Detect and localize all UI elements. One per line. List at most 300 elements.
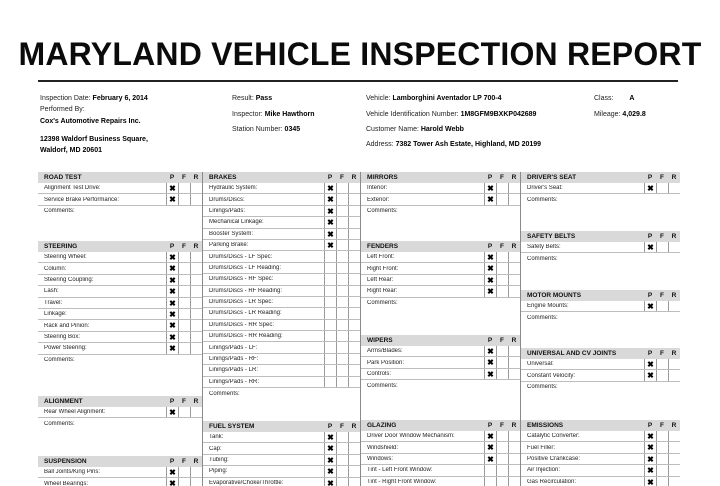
vin-value: 1M8GFM9BXKP042689 (460, 111, 537, 118)
checkbox-f[interactable] (336, 274, 348, 284)
comments-label: Comments: (44, 208, 75, 215)
checkbox-p[interactable]: ✖ (166, 467, 178, 477)
item-label: Air Injection: (527, 467, 561, 474)
checkbox-p[interactable] (324, 286, 336, 296)
checklist-row (361, 263, 520, 274)
checklist-row (38, 194, 202, 205)
pfr-column-label: F (182, 458, 186, 465)
checkbox-p[interactable] (484, 477, 496, 486)
checkbox-f[interactable] (496, 477, 508, 486)
checkbox-r[interactable] (348, 286, 360, 296)
checkbox-r[interactable] (348, 297, 360, 307)
checkbox-f[interactable] (178, 467, 190, 477)
checkbox-p[interactable]: ✖ (166, 252, 178, 262)
checklist-section (521, 231, 680, 265)
item-label: Power Steering: (44, 345, 87, 352)
checkbox-f[interactable] (496, 194, 508, 204)
checkbox-r[interactable] (190, 252, 202, 262)
checklist-row (203, 331, 360, 342)
checkbox-f[interactable] (336, 320, 348, 330)
checkbox-f[interactable] (178, 407, 190, 417)
section-title: SAFETY BELTS (527, 233, 576, 240)
item-label: Booster System: (209, 230, 254, 237)
pfr-column-label: R (193, 243, 199, 250)
checkbox-f[interactable] (178, 263, 190, 273)
checkbox-p[interactable]: ✖ (484, 194, 496, 204)
checkbox-f[interactable] (336, 251, 348, 261)
checkbox-p[interactable]: ✖ (324, 478, 336, 486)
pfr-column-label: P (647, 292, 653, 299)
checkbox-p[interactable]: ✖ (166, 286, 178, 296)
checklist-row (38, 286, 202, 297)
checkbox-p[interactable]: ✖ (484, 275, 496, 285)
checkbox-p[interactable]: ✖ (644, 359, 656, 369)
checkbox-f[interactable] (496, 183, 508, 193)
checkbox-r[interactable] (348, 354, 360, 364)
pfr-column-label: F (660, 350, 664, 357)
checkbox-f[interactable] (336, 206, 348, 216)
checkbox-p[interactable]: ✖ (166, 332, 178, 342)
section-title: SUSPENSION (44, 458, 87, 465)
checkbox-r[interactable] (348, 183, 360, 193)
checkbox-r[interactable] (348, 331, 360, 341)
checklist-row (203, 286, 360, 297)
checkbox-r[interactable] (190, 320, 202, 330)
checkbox-r[interactable] (348, 320, 360, 330)
checkbox-p[interactable]: ✖ (644, 454, 656, 464)
checkbox-p[interactable]: ✖ (166, 309, 178, 319)
checklist-row (38, 478, 202, 486)
item-label: Linings/Pads: (209, 207, 246, 214)
checkbox-r[interactable] (348, 342, 360, 352)
checkbox-p[interactable]: ✖ (644, 370, 656, 380)
checklist-row (203, 377, 360, 388)
checkbox-f[interactable] (496, 369, 508, 379)
vin-field (366, 109, 536, 120)
checkbox-f[interactable] (336, 297, 348, 307)
checkbox-p[interactable]: ✖ (324, 194, 336, 204)
pfr-column-label: F (660, 292, 664, 299)
checkbox-f[interactable] (496, 286, 508, 296)
comments-row (38, 206, 202, 217)
checkbox-r[interactable] (508, 346, 520, 356)
checkbox-f[interactable] (178, 275, 190, 285)
checkbox-f[interactable] (336, 443, 348, 453)
checkbox-r[interactable] (508, 183, 520, 193)
checkbox-r[interactable] (508, 465, 520, 475)
checklist-row (203, 297, 360, 308)
shop-address-line-1: 12398 Waldorf Business Square, (40, 136, 148, 143)
checkbox-p[interactable]: ✖ (644, 431, 656, 441)
checkbox-p[interactable]: ✖ (324, 217, 336, 227)
checkbox-r[interactable] (190, 286, 202, 296)
pfr-column-label: R (511, 174, 517, 181)
checkbox-f[interactable] (496, 346, 508, 356)
item-label: Drums/Discs - RF Reading: (209, 287, 283, 294)
checkbox-f[interactable] (178, 194, 190, 204)
section-header (521, 348, 680, 359)
checkbox-p[interactable] (324, 320, 336, 330)
checkbox-r[interactable] (348, 263, 360, 273)
checklist-row (203, 443, 360, 454)
checkbox-p[interactable]: ✖ (166, 298, 178, 308)
checkbox-f[interactable] (656, 442, 668, 452)
item-label: Piping: (209, 468, 228, 475)
checkbox-p[interactable] (324, 263, 336, 273)
section-header (521, 172, 680, 183)
pfr-column-label: P (169, 398, 175, 405)
checkbox-f[interactable] (656, 465, 668, 475)
checkbox-r[interactable] (348, 251, 360, 261)
checkbox-r[interactable] (348, 466, 360, 476)
checkbox-r[interactable] (190, 309, 202, 319)
comments-label: Comments: (367, 208, 398, 215)
comments-row (361, 298, 520, 309)
checklist-section (521, 290, 680, 324)
checklist-row (203, 354, 360, 365)
item-label: Tank: (209, 434, 224, 441)
checkbox-r[interactable] (668, 183, 680, 193)
checkbox-f[interactable] (178, 309, 190, 319)
checkbox-r[interactable] (190, 332, 202, 342)
section-header (361, 335, 520, 346)
checkbox-f[interactable] (336, 217, 348, 227)
checklist-column (520, 172, 680, 486)
checkbox-f[interactable] (336, 342, 348, 352)
checkbox-p[interactable]: ✖ (484, 286, 496, 296)
shop-address-line-2: Waldorf, MD 20601 (40, 147, 102, 154)
address-value: 7382 Tower Ash Estate, Highland, MD 20199 (395, 141, 542, 148)
checkbox-r[interactable] (348, 194, 360, 204)
checkbox-r[interactable] (348, 365, 360, 375)
checkbox-p[interactable]: ✖ (324, 443, 336, 453)
checkbox-p[interactable]: ✖ (166, 263, 178, 273)
checkbox-f[interactable] (656, 183, 668, 193)
checklist-section (203, 172, 360, 399)
item-label: Positive Crankcase: (527, 455, 581, 462)
customer-value: Harold Webb (420, 126, 464, 133)
section-title: BRAKES (209, 174, 237, 181)
checkbox-r[interactable] (190, 263, 202, 273)
station-value: 0345 (284, 126, 301, 133)
checkbox-f[interactable] (336, 455, 348, 465)
checklist-section (521, 420, 680, 486)
checkbox-p[interactable] (484, 465, 496, 475)
checkbox-p[interactable] (324, 251, 336, 261)
comments-label: Comments: (44, 357, 75, 364)
checkbox-p[interactable] (324, 308, 336, 318)
item-label: Evaporative/Choke/Throttle: (209, 479, 284, 486)
item-label: Drums/Discs - RF Spec: (209, 276, 274, 283)
checkbox-f[interactable] (178, 286, 190, 296)
checkbox-p[interactable]: ✖ (484, 431, 496, 441)
checkbox-f[interactable] (656, 301, 668, 311)
comments-row (521, 194, 680, 205)
comments-row (38, 355, 202, 366)
checkbox-r[interactable] (508, 477, 520, 486)
checkbox-f[interactable] (496, 465, 508, 475)
checklist-section (38, 396, 202, 430)
pfr-column-label: R (671, 350, 677, 357)
checkbox-f[interactable] (336, 354, 348, 364)
pfr-column-label: R (351, 423, 357, 430)
checkbox-r[interactable] (348, 240, 360, 250)
checkbox-p[interactable]: ✖ (324, 206, 336, 216)
checkbox-r[interactable] (190, 183, 202, 193)
checkbox-r[interactable] (508, 442, 520, 452)
checkbox-f[interactable] (656, 370, 668, 380)
section-header (38, 456, 202, 467)
checkbox-p[interactable]: ✖ (324, 240, 336, 250)
checklist-row (203, 229, 360, 240)
checkbox-f[interactable] (178, 183, 190, 193)
checklist-row (521, 442, 680, 453)
checklist-row (203, 432, 360, 443)
checkbox-r[interactable] (348, 274, 360, 284)
checkbox-r[interactable] (508, 431, 520, 441)
checkbox-f[interactable] (336, 308, 348, 318)
checkbox-p[interactable] (324, 342, 336, 352)
class-value: A (629, 95, 635, 102)
comments-label: Comments: (527, 197, 558, 204)
checkbox-f[interactable] (496, 431, 508, 441)
checklist-section (38, 456, 202, 486)
checklist-row (361, 252, 520, 263)
checkbox-p[interactable]: ✖ (166, 183, 178, 193)
checkbox-f[interactable] (496, 442, 508, 452)
checkbox-r[interactable] (668, 431, 680, 441)
checkbox-f[interactable] (336, 466, 348, 476)
checkbox-p[interactable]: ✖ (484, 263, 496, 273)
checkbox-r[interactable] (508, 369, 520, 379)
pfr-column-label: R (671, 174, 677, 181)
checklist-row (361, 357, 520, 368)
checkbox-r[interactable] (190, 275, 202, 285)
checkbox-f[interactable] (336, 432, 348, 442)
checklist-row (38, 275, 202, 286)
checklist-row (203, 274, 360, 285)
pfr-column-label: F (182, 398, 186, 405)
section-title: WIPERS (367, 337, 393, 344)
checkbox-f[interactable] (496, 263, 508, 273)
comments-label: Comments: (367, 382, 398, 389)
checkbox-r[interactable] (668, 359, 680, 369)
checklist-row (38, 263, 202, 274)
checkbox-r[interactable] (668, 301, 680, 311)
checklist-row (38, 309, 202, 320)
checkbox-f[interactable] (336, 331, 348, 341)
pfr-column-label: F (500, 337, 504, 344)
checkbox-r[interactable] (348, 308, 360, 318)
checkbox-f[interactable] (496, 454, 508, 464)
checkbox-r[interactable] (190, 467, 202, 477)
checkbox-f[interactable] (336, 183, 348, 193)
checkbox-p[interactable]: ✖ (644, 183, 656, 193)
checkbox-r[interactable] (668, 370, 680, 380)
checkbox-f[interactable] (178, 478, 190, 486)
checkbox-p[interactable]: ✖ (484, 252, 496, 262)
section-header (521, 231, 680, 242)
checkbox-r[interactable] (348, 377, 360, 387)
checkbox-p[interactable]: ✖ (324, 455, 336, 465)
item-label: Right Rear: (367, 288, 398, 295)
checklist-row (521, 242, 680, 253)
checkbox-r[interactable] (668, 454, 680, 464)
checkbox-f[interactable] (178, 332, 190, 342)
pfr-column-label: R (193, 398, 199, 405)
checkbox-f[interactable] (336, 478, 348, 486)
checkbox-r[interactable] (508, 263, 520, 273)
item-label: Drums/Discs - LF Spec: (209, 253, 273, 260)
checkbox-f[interactable] (656, 431, 668, 441)
checkbox-p[interactable]: ✖ (484, 357, 496, 367)
item-label: Linings/Pads - RR: (209, 378, 260, 385)
checkbox-p[interactable] (324, 354, 336, 364)
checkbox-p[interactable]: ✖ (166, 407, 178, 417)
item-label: Rack and Pinion: (44, 322, 90, 329)
checkbox-p[interactable]: ✖ (166, 320, 178, 330)
checkbox-f[interactable] (178, 320, 190, 330)
checkbox-p[interactable]: ✖ (644, 301, 656, 311)
checkbox-p[interactable]: ✖ (324, 183, 336, 193)
checklist-row (203, 478, 360, 486)
checkbox-p[interactable]: ✖ (484, 369, 496, 379)
checkbox-p[interactable]: ✖ (644, 242, 656, 252)
checkbox-r[interactable] (190, 478, 202, 486)
checkbox-r[interactable] (348, 432, 360, 442)
checklist-row (521, 370, 680, 381)
checkbox-f[interactable] (336, 377, 348, 387)
checkbox-p[interactable]: ✖ (324, 432, 336, 442)
checkbox-f[interactable] (496, 357, 508, 367)
checkbox-r[interactable] (508, 275, 520, 285)
checkbox-p[interactable] (324, 297, 336, 307)
checklist-row (203, 240, 360, 251)
checkbox-f[interactable] (178, 298, 190, 308)
checklist-row (38, 343, 202, 354)
checkbox-r[interactable] (668, 477, 680, 486)
checkbox-p[interactable]: ✖ (324, 466, 336, 476)
pfr-column-label: F (340, 423, 344, 430)
checkbox-r[interactable] (668, 242, 680, 252)
checkbox-r[interactable] (348, 217, 360, 227)
checklist-row (203, 251, 360, 262)
checkbox-p[interactable]: ✖ (484, 183, 496, 193)
station-field (232, 124, 300, 135)
checkbox-r[interactable] (190, 407, 202, 417)
checkbox-r[interactable] (190, 343, 202, 353)
checklist-section (361, 335, 520, 392)
item-label: Interior: (367, 185, 388, 192)
pfr-column-label: P (647, 174, 653, 181)
checkbox-r[interactable] (190, 194, 202, 204)
checkbox-p[interactable]: ✖ (484, 346, 496, 356)
checkbox-r[interactable] (508, 286, 520, 296)
checklist-row (361, 477, 520, 486)
checkbox-r[interactable] (348, 443, 360, 453)
checkbox-f[interactable] (496, 252, 508, 262)
item-label: Right Front: (367, 265, 399, 272)
checkbox-p[interactable]: ✖ (166, 194, 178, 204)
checkbox-r[interactable] (508, 252, 520, 262)
checkbox-r[interactable] (348, 229, 360, 239)
item-label: Park Position: (367, 359, 405, 366)
checkbox-f[interactable] (336, 240, 348, 250)
checkbox-p[interactable] (324, 331, 336, 341)
checkbox-f[interactable] (178, 343, 190, 353)
checkbox-f[interactable] (336, 229, 348, 239)
checkbox-p[interactable]: ✖ (166, 478, 178, 486)
checkbox-f[interactable] (656, 359, 668, 369)
checklist-row (361, 465, 520, 476)
checklist-section (361, 172, 520, 217)
checkbox-f[interactable] (336, 286, 348, 296)
checkbox-r[interactable] (190, 298, 202, 308)
checkbox-r[interactable] (348, 478, 360, 486)
item-label: Windshield: (367, 444, 399, 451)
pfr-column-label: P (327, 174, 333, 181)
checkbox-f[interactable] (496, 275, 508, 285)
section-title: STEERING (44, 243, 78, 250)
checklist-row (361, 286, 520, 297)
checkbox-p[interactable] (324, 365, 336, 375)
inspector-field (232, 109, 315, 120)
pfr-column-label: P (487, 174, 493, 181)
checkbox-r[interactable] (508, 454, 520, 464)
checkbox-p[interactable]: ✖ (644, 442, 656, 452)
checkbox-f[interactable] (656, 454, 668, 464)
item-label: Driver Door Window Mechanism: (367, 433, 455, 440)
checklist-row (38, 332, 202, 343)
checklist-row (521, 359, 680, 370)
checkbox-p[interactable]: ✖ (166, 275, 178, 285)
section-title: UNIVERSAL AND CV JOINTS (527, 350, 617, 357)
item-label: Tint - Left Front Window: (367, 467, 433, 474)
checkbox-r[interactable] (668, 442, 680, 452)
checkbox-f[interactable] (178, 252, 190, 262)
checkbox-r[interactable] (508, 194, 520, 204)
section-header (38, 396, 202, 407)
checkbox-p[interactable]: ✖ (324, 229, 336, 239)
checkbox-r[interactable] (348, 206, 360, 216)
pfr-column-label: P (169, 243, 175, 250)
checkbox-f[interactable] (336, 263, 348, 273)
checkbox-p[interactable]: ✖ (484, 442, 496, 452)
pfr-column-label: F (340, 174, 344, 181)
checkbox-r[interactable] (668, 465, 680, 475)
checkbox-f[interactable] (656, 477, 668, 486)
checkbox-p[interactable]: ✖ (644, 477, 656, 486)
checkbox-p[interactable] (324, 274, 336, 284)
checkbox-f[interactable] (656, 242, 668, 252)
checkbox-r[interactable] (508, 357, 520, 367)
inspector-value: Mike Hawthorn (264, 111, 315, 118)
pfr-column-label: P (647, 422, 653, 429)
pfr-column-label: R (671, 233, 677, 240)
section-title: ROAD TEST (44, 174, 82, 181)
pfr-column-label: P (487, 337, 493, 344)
checkbox-r[interactable] (348, 455, 360, 465)
item-label: Driver's Seat: (527, 185, 563, 192)
checkbox-f[interactable] (336, 194, 348, 204)
checkbox-p[interactable]: ✖ (484, 454, 496, 464)
checkbox-f[interactable] (336, 365, 348, 375)
checklist-row (361, 194, 520, 205)
pfr-column-label: F (182, 174, 186, 181)
checkbox-p[interactable]: ✖ (166, 343, 178, 353)
checkbox-p[interactable]: ✖ (644, 465, 656, 475)
checkbox-p[interactable] (324, 377, 336, 387)
